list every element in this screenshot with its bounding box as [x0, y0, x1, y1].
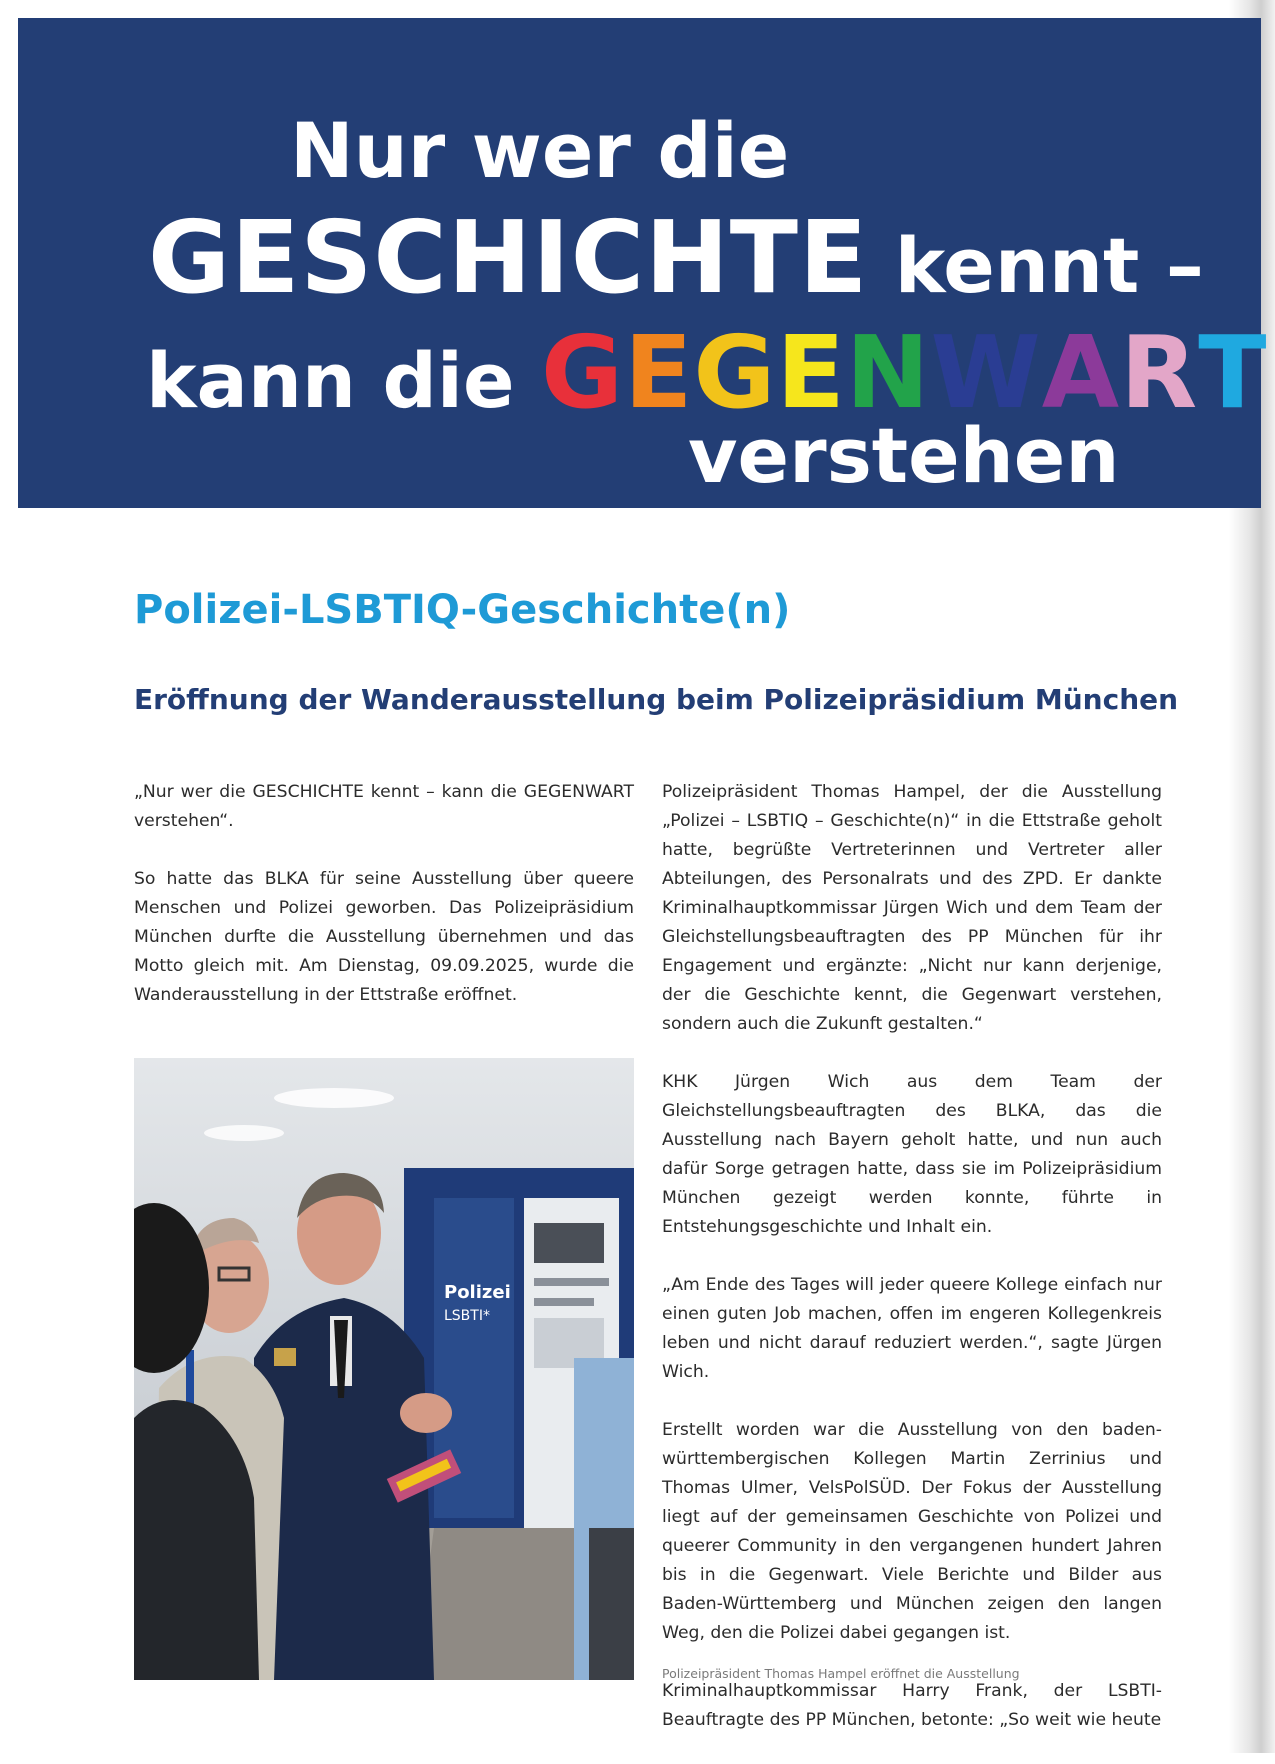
headline-kann-die: kann die	[146, 336, 541, 425]
rainbow-letter: G	[693, 314, 777, 431]
left-column	[134, 778, 634, 1039]
rainbow-letter: G	[540, 314, 625, 431]
paragraph: KHK Jürgen Wich aus dem Team der Gleichstellungsbeauftragten des BLKA, das die Ausstellung nach Bayern geholt hatte, und nun auch dafür Sorge getragen hatte, dass sie im Polizeipräsidium München gezeigt werden konnte, führte in Entstehungsgeschichte und Inhalt ein.	[662, 1072, 1162, 1237]
headline-line-3	[146, 314, 1268, 431]
rainbow-letter: W	[930, 314, 1042, 431]
rainbow-letter: E	[776, 314, 846, 431]
headline-geschichte: GESCHICHTE	[148, 199, 869, 316]
rainbow-letter: N	[845, 314, 931, 431]
headline-line-4: verstehen	[688, 411, 1120, 500]
paragraph: So hatte das BLKA für seine Ausstellung über queere Menschen und Polizei geworben. Das Polizeipräsidium München durfte die Ausstellung übernehmen und das Motto gleich mit. Am Dienstag, 09.09.2025, wurde die Wanderausstellung in der Ettstraße eröffnet.	[134, 869, 634, 1005]
paragraph: Erstellt worden war die Ausstellung von den baden-württembergischen Kollegen Martin Zerrinius und Thomas Ulmer, VelsPolSÜD. Der Fokus der Ausstellung liegt auf der gemeinsamen Geschichte von Polizei und queerer Community in den vergangenen hundert Jahren bis in die Gegenwart. Viele Berichte und Bilder aus Baden-Württemberg und München zeigen den langen Weg, den die Polizei dabei gegangen ist.	[662, 1420, 1162, 1643]
headline-line-1: Nur wer die	[290, 106, 790, 195]
paragraph: Kriminalhauptkommissar Harry Frank, der LSBTI-Beauftragte des PP München, betonte: „So weit wie heute	[662, 1681, 1162, 1730]
photo-illustration	[134, 1058, 634, 1680]
rainbow-letter: A	[1041, 314, 1121, 431]
article-subtitle: Eröffnung der Wanderausstellung beim Polizeipräsidium München	[134, 683, 1179, 716]
headline-kennt: kennt –	[868, 221, 1204, 310]
headline-banner	[18, 18, 1268, 508]
rainbow-letter: E	[624, 314, 694, 431]
sign-text: Polizei	[444, 1282, 511, 1303]
sign-text: LSBTI*	[444, 1308, 490, 1324]
right-column	[662, 778, 1162, 1764]
headline-line-2	[148, 199, 1204, 316]
photo-caption: Polizeipräsident Thomas Hampel eröffnet die Ausstellung	[662, 1666, 1020, 1681]
article-photo	[134, 1058, 634, 1680]
paragraph: Polizeipräsident Thomas Hampel, der die Ausstellung „Polizei – LSBTIQ – Geschichte(n)“ in die Ettstraße geholt hatte, begrüßte Vertreterinnen und Vertreter aller Abteilungen, des Personalrats und des ZPD. Er dankte Kriminalhauptkommissar Jürgen Wich und dem Team der Gleichstellungsbeauftragten des PP München für ihr Engagement und ergänzte: „Nicht nur kann derjenige, der die Geschichte kennt, die Gegenwart verstehen, sondern auch die Zukunft gestalten.“	[662, 782, 1162, 1034]
paragraph: „Am Ende des Tages will jeder queere Kollege einfach nur einen guten Job machen, offen im engeren Kollegenkreis leben und nicht darauf reduziert werden.“, sagte Jürgen Wich.	[662, 1275, 1162, 1382]
article-title: Polizei-LSBTIQ-Geschichte(n)	[134, 587, 791, 633]
paragraph: „Nur wer die GESCHICHTE kennt – kann die GEGENWART verstehen“.	[134, 782, 634, 831]
rainbow-letter: T	[1198, 314, 1268, 431]
rainbow-letter: R	[1120, 314, 1199, 431]
